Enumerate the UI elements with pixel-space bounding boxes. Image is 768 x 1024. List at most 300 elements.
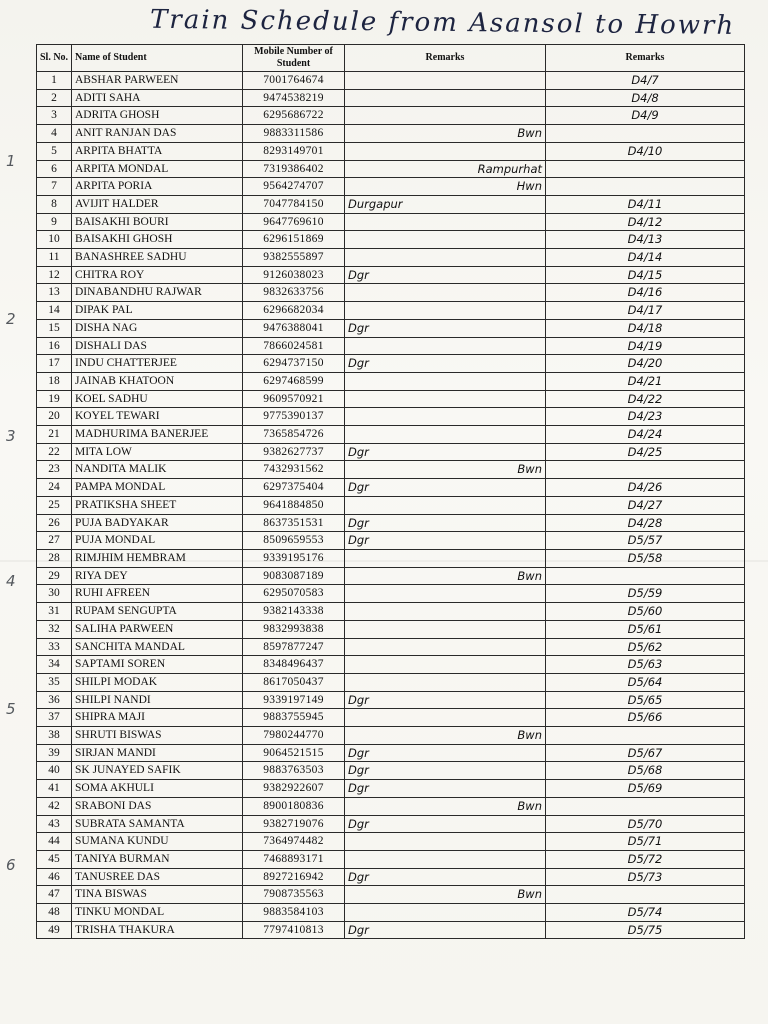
cell-remark-1 [345, 337, 546, 355]
cell-student-name: PAMPA MONDAL [72, 479, 243, 497]
cell-remark-1 [345, 709, 546, 727]
table-row [37, 815, 745, 833]
cell-remark-2: D5/74 [546, 904, 745, 922]
cell-mobile-number: 9382555897 [243, 249, 345, 267]
cell-remark-2: D5/57 [546, 532, 745, 550]
cell-student-name: BAISAKHI BOURI [72, 213, 243, 231]
table-row [37, 266, 745, 284]
cell-mobile-number: 6296682034 [243, 302, 345, 320]
cell-mobile-number: 6297375404 [243, 479, 345, 497]
cell-sl-no: 15 [37, 319, 72, 337]
cell-remark-1 [345, 231, 546, 249]
cell-mobile-number: 7047784150 [243, 195, 345, 213]
cell-remark-2: D4/23 [546, 408, 745, 426]
student-table [36, 44, 745, 939]
cell-sl-no: 19 [37, 390, 72, 408]
cell-sl-no: 48 [37, 904, 72, 922]
cell-mobile-number: 7468893171 [243, 850, 345, 868]
cell-sl-no: 33 [37, 638, 72, 656]
cell-remark-1 [345, 142, 546, 160]
table-row [37, 603, 745, 621]
cell-sl-no: 2 [37, 89, 72, 107]
table-row [37, 372, 745, 390]
cell-sl-no: 18 [37, 372, 72, 390]
cell-mobile-number: 6295070583 [243, 585, 345, 603]
cell-remark-1: Bwn [345, 886, 546, 904]
table-row [37, 904, 745, 922]
cell-sl-no: 44 [37, 833, 72, 851]
cell-mobile-number: 9832993838 [243, 620, 345, 638]
cell-mobile-number: 7001764674 [243, 72, 345, 90]
table-row [37, 178, 745, 196]
table-row [37, 284, 745, 302]
cell-remark-1 [345, 850, 546, 868]
handwritten-title: Train Schedule from Asansol to Howrh [149, 4, 736, 41]
cell-remark-1: Bwn [345, 727, 546, 745]
cell-sl-no: 23 [37, 461, 72, 479]
table-row [37, 319, 745, 337]
cell-remark-2: D4/25 [546, 443, 745, 461]
cell-sl-no: 31 [37, 603, 72, 621]
cell-student-name: ADITI SAHA [72, 89, 243, 107]
cell-remark-2: D4/19 [546, 337, 745, 355]
cell-sl-no: 32 [37, 620, 72, 638]
cell-mobile-number: 7364974482 [243, 833, 345, 851]
table-row [37, 567, 745, 585]
cell-remark-2: D5/68 [546, 762, 745, 780]
cell-mobile-number: 9339197149 [243, 691, 345, 709]
cell-student-name: ARPITA PORIA [72, 178, 243, 196]
cell-remark-1 [345, 390, 546, 408]
cell-student-name: ADRITA GHOSH [72, 107, 243, 125]
cell-sl-no: 25 [37, 496, 72, 514]
table-row [37, 72, 745, 90]
cell-sl-no: 39 [37, 744, 72, 762]
cell-remark-1: Rampurhat [345, 160, 546, 178]
cell-student-name: JAINAB KHATOON [72, 372, 243, 390]
table-row [37, 620, 745, 638]
cell-mobile-number: 9382627737 [243, 443, 345, 461]
cell-remark-1 [345, 833, 546, 851]
cell-sl-no: 35 [37, 673, 72, 691]
cell-mobile-number: 9883311586 [243, 125, 345, 143]
cell-remark-2: D4/10 [546, 142, 745, 160]
cell-remark-1 [345, 673, 546, 691]
cell-student-name: DISHALI DAS [72, 337, 243, 355]
table-row [37, 585, 745, 603]
cell-remark-1 [345, 372, 546, 390]
cell-student-name: KOYEL TEWARI [72, 408, 243, 426]
cell-remark-2: D4/13 [546, 231, 745, 249]
cell-student-name: TINKU MONDAL [72, 904, 243, 922]
cell-sl-no: 14 [37, 302, 72, 320]
cell-remark-1: Bwn [345, 567, 546, 585]
cell-sl-no: 29 [37, 567, 72, 585]
header-remarks-1: Remarks [345, 45, 546, 72]
cell-student-name: SHILPI MODAK [72, 673, 243, 691]
cell-remark-2: D5/61 [546, 620, 745, 638]
table-row [37, 514, 745, 532]
table-body [37, 72, 745, 939]
cell-remark-2: D4/14 [546, 249, 745, 267]
header-remarks-2: Remarks [546, 45, 745, 72]
cell-remark-2: D4/20 [546, 355, 745, 373]
cell-sl-no: 37 [37, 709, 72, 727]
table-row [37, 549, 745, 567]
cell-mobile-number: 8293149701 [243, 142, 345, 160]
cell-sl-no: 41 [37, 780, 72, 798]
cell-mobile-number: 6296151869 [243, 231, 345, 249]
cell-mobile-number: 9883755945 [243, 709, 345, 727]
table-row [37, 461, 745, 479]
cell-remark-1 [345, 213, 546, 231]
cell-student-name: DISHA NAG [72, 319, 243, 337]
cell-sl-no: 5 [37, 142, 72, 160]
cell-sl-no: 21 [37, 426, 72, 444]
cell-mobile-number: 6295686722 [243, 107, 345, 125]
cell-student-name: PRATIKSHA SHEET [72, 496, 243, 514]
cell-sl-no: 36 [37, 691, 72, 709]
table-row [37, 638, 745, 656]
margin-mark: 1 [6, 152, 16, 170]
cell-remark-2: D5/60 [546, 603, 745, 621]
cell-remark-2: D5/71 [546, 833, 745, 851]
cell-student-name: RIMJHIM HEMBRAM [72, 549, 243, 567]
cell-student-name: SIRJAN MANDI [72, 744, 243, 762]
cell-remark-1 [345, 89, 546, 107]
cell-mobile-number: 8617050437 [243, 673, 345, 691]
cell-remark-2: D5/75 [546, 921, 745, 939]
cell-remark-2: D5/65 [546, 691, 745, 709]
cell-remark-1: Dgr [345, 921, 546, 939]
cell-mobile-number: 7365854726 [243, 426, 345, 444]
cell-remark-1: Dgr [345, 319, 546, 337]
cell-mobile-number: 9339195176 [243, 549, 345, 567]
cell-remark-2: D4/28 [546, 514, 745, 532]
table-row [37, 408, 745, 426]
cell-remark-2: D5/64 [546, 673, 745, 691]
cell-student-name: SK JUNAYED SAFIK [72, 762, 243, 780]
cell-student-name: ANIT RANJAN DAS [72, 125, 243, 143]
cell-mobile-number: 8597877247 [243, 638, 345, 656]
cell-mobile-number: 8348496437 [243, 656, 345, 674]
table-row [37, 107, 745, 125]
cell-sl-no: 8 [37, 195, 72, 213]
cell-mobile-number: 9609570921 [243, 390, 345, 408]
cell-sl-no: 27 [37, 532, 72, 550]
cell-mobile-number: 7797410813 [243, 921, 345, 939]
margin-mark: 4 [6, 572, 16, 590]
table-row [37, 89, 745, 107]
cell-mobile-number: 8509659553 [243, 532, 345, 550]
cell-student-name: NANDITA MALIK [72, 461, 243, 479]
cell-mobile-number: 8927216942 [243, 868, 345, 886]
cell-sl-no: 38 [37, 727, 72, 745]
cell-remark-1: Dgr [345, 479, 546, 497]
cell-sl-no: 34 [37, 656, 72, 674]
cell-student-name: TANUSREE DAS [72, 868, 243, 886]
cell-student-name: RIYA DEY [72, 567, 243, 585]
cell-student-name: SAPTAMI SOREN [72, 656, 243, 674]
cell-mobile-number: 9883584103 [243, 904, 345, 922]
cell-sl-no: 22 [37, 443, 72, 461]
cell-sl-no: 30 [37, 585, 72, 603]
table-row [37, 390, 745, 408]
table-row [37, 496, 745, 514]
cell-remark-2: D4/12 [546, 213, 745, 231]
cell-sl-no: 46 [37, 868, 72, 886]
cell-remark-1: Dgr [345, 780, 546, 798]
cell-student-name: ARPITA BHATTA [72, 142, 243, 160]
cell-student-name: PUJA MONDAL [72, 532, 243, 550]
cell-remark-1: Dgr [345, 532, 546, 550]
cell-remark-2: D4/8 [546, 89, 745, 107]
cell-mobile-number: 9126038023 [243, 266, 345, 284]
cell-sl-no: 10 [37, 231, 72, 249]
cell-student-name: INDU CHATTERJEE [72, 355, 243, 373]
cell-remark-2: D5/67 [546, 744, 745, 762]
cell-mobile-number: 9064521515 [243, 744, 345, 762]
cell-sl-no: 13 [37, 284, 72, 302]
cell-mobile-number: 7432931562 [243, 461, 345, 479]
cell-sl-no: 42 [37, 797, 72, 815]
cell-remark-2 [546, 461, 745, 479]
cell-remark-2: D4/9 [546, 107, 745, 125]
cell-remark-2: D4/15 [546, 266, 745, 284]
cell-remark-1 [345, 549, 546, 567]
cell-remark-1: Dgr [345, 744, 546, 762]
cell-mobile-number: 9382143338 [243, 603, 345, 621]
cell-sl-no: 7 [37, 178, 72, 196]
cell-mobile-number: 9382719076 [243, 815, 345, 833]
table-row [37, 125, 745, 143]
cell-student-name: ARPITA MONDAL [72, 160, 243, 178]
cell-student-name: TINA BISWAS [72, 886, 243, 904]
cell-remark-2: D5/72 [546, 850, 745, 868]
cell-student-name: MADHURIMA BANERJEE [72, 426, 243, 444]
cell-student-name: ABSHAR PARWEEN [72, 72, 243, 90]
cell-sl-no: 43 [37, 815, 72, 833]
cell-remark-1 [345, 585, 546, 603]
cell-remark-2 [546, 567, 745, 585]
table-row [37, 727, 745, 745]
cell-remark-1 [345, 496, 546, 514]
cell-sl-no: 24 [37, 479, 72, 497]
margin-mark: 2 [6, 310, 16, 328]
cell-sl-no: 28 [37, 549, 72, 567]
table-row [37, 921, 745, 939]
cell-remark-1 [345, 904, 546, 922]
cell-mobile-number: 9647769610 [243, 213, 345, 231]
cell-mobile-number: 9883763503 [243, 762, 345, 780]
table-row [37, 886, 745, 904]
cell-remark-1 [345, 638, 546, 656]
table-row [37, 160, 745, 178]
table-row [37, 850, 745, 868]
cell-remark-1 [345, 603, 546, 621]
cell-student-name: SHILPI NANDI [72, 691, 243, 709]
cell-remark-1: Dgr [345, 355, 546, 373]
cell-mobile-number: 9641884850 [243, 496, 345, 514]
cell-student-name: PUJA BADYAKAR [72, 514, 243, 532]
cell-mobile-number: 7319386402 [243, 160, 345, 178]
cell-student-name: SUBRATA SAMANTA [72, 815, 243, 833]
cell-remark-1 [345, 426, 546, 444]
cell-student-name: RUPAM SENGUPTA [72, 603, 243, 621]
cell-mobile-number: 6297468599 [243, 372, 345, 390]
cell-remark-1 [345, 656, 546, 674]
cell-student-name: SHRUTI BISWAS [72, 727, 243, 745]
cell-student-name: SRABONI DAS [72, 797, 243, 815]
cell-sl-no: 9 [37, 213, 72, 231]
cell-mobile-number: 8637351531 [243, 514, 345, 532]
cell-sl-no: 40 [37, 762, 72, 780]
cell-remark-2: D4/21 [546, 372, 745, 390]
cell-remark-2: D4/11 [546, 195, 745, 213]
table-row [37, 426, 745, 444]
cell-sl-no: 26 [37, 514, 72, 532]
cell-student-name: SOMA AKHULI [72, 780, 243, 798]
cell-remark-2: D4/17 [546, 302, 745, 320]
header-sl-no: Sl. No. [37, 45, 72, 72]
cell-sl-no: 16 [37, 337, 72, 355]
cell-student-name: BANASHREE SADHU [72, 249, 243, 267]
cell-mobile-number: 7980244770 [243, 727, 345, 745]
cell-student-name: SALIHA PARWEEN [72, 620, 243, 638]
cell-remark-1: Dgr [345, 443, 546, 461]
cell-student-name: AVIJIT HALDER [72, 195, 243, 213]
cell-student-name: SUMANA KUNDU [72, 833, 243, 851]
table-row [37, 532, 745, 550]
cell-student-name: BAISAKHI GHOSH [72, 231, 243, 249]
cell-remark-2: D4/16 [546, 284, 745, 302]
table-row [37, 709, 745, 727]
cell-mobile-number: 9775390137 [243, 408, 345, 426]
table-row [37, 337, 745, 355]
cell-remark-1: Dgr [345, 868, 546, 886]
cell-student-name: MITA LOW [72, 443, 243, 461]
cell-remark-2 [546, 160, 745, 178]
table-row [37, 479, 745, 497]
cell-mobile-number: 7908735563 [243, 886, 345, 904]
cell-mobile-number: 7866024581 [243, 337, 345, 355]
cell-remark-1: Dgr [345, 266, 546, 284]
table-row [37, 780, 745, 798]
cell-remark-1 [345, 302, 546, 320]
cell-mobile-number: 6294737150 [243, 355, 345, 373]
cell-remark-2: D5/59 [546, 585, 745, 603]
cell-remark-2: D4/26 [546, 479, 745, 497]
cell-student-name: RUHI AFREEN [72, 585, 243, 603]
cell-sl-no: 20 [37, 408, 72, 426]
cell-remark-1: Bwn [345, 797, 546, 815]
cell-sl-no: 3 [37, 107, 72, 125]
cell-student-name: SHIPRA MAJI [72, 709, 243, 727]
table-row [37, 744, 745, 762]
cell-student-name: DINABANDHU RAJWAR [72, 284, 243, 302]
cell-remark-2: D5/58 [546, 549, 745, 567]
cell-remark-1: Bwn [345, 461, 546, 479]
cell-sl-no: 11 [37, 249, 72, 267]
cell-remark-2: D4/22 [546, 390, 745, 408]
cell-remark-1: Durgapur [345, 195, 546, 213]
cell-student-name: TRISHA THAKURA [72, 921, 243, 939]
margin-mark: 3 [6, 427, 16, 445]
cell-remark-2 [546, 727, 745, 745]
cell-remark-1: Dgr [345, 762, 546, 780]
table-row [37, 302, 745, 320]
header-name: Name of Student [72, 45, 243, 72]
cell-mobile-number: 9476388041 [243, 319, 345, 337]
table-row [37, 249, 745, 267]
cell-sl-no: 6 [37, 160, 72, 178]
cell-student-name: SANCHITA MANDAL [72, 638, 243, 656]
cell-mobile-number: 9474538219 [243, 89, 345, 107]
cell-remark-2: D5/62 [546, 638, 745, 656]
cell-remark-1: Dgr [345, 514, 546, 532]
cell-remark-1 [345, 249, 546, 267]
cell-remark-1: Dgr [345, 815, 546, 833]
cell-remark-2 [546, 797, 745, 815]
table-row [37, 833, 745, 851]
table-row [37, 868, 745, 886]
cell-remark-2: D5/63 [546, 656, 745, 674]
cell-remark-2: D4/27 [546, 496, 745, 514]
cell-remark-2: D4/24 [546, 426, 745, 444]
cell-sl-no: 4 [37, 125, 72, 143]
cell-sl-no: 45 [37, 850, 72, 868]
cell-student-name: DIPAK PAL [72, 302, 243, 320]
cell-mobile-number: 9083087189 [243, 567, 345, 585]
table-row [37, 762, 745, 780]
cell-mobile-number: 9832633756 [243, 284, 345, 302]
cell-remark-1: Hwn [345, 178, 546, 196]
cell-remark-1 [345, 620, 546, 638]
cell-remark-2: D5/70 [546, 815, 745, 833]
cell-student-name: TANIYA BURMAN [72, 850, 243, 868]
cell-remark-2: D4/7 [546, 72, 745, 90]
cell-student-name: CHITRA ROY [72, 266, 243, 284]
cell-remark-2: D5/69 [546, 780, 745, 798]
cell-mobile-number: 9564274707 [243, 178, 345, 196]
margin-mark: 5 [6, 700, 16, 718]
table-row [37, 213, 745, 231]
cell-remark-1: Bwn [345, 125, 546, 143]
cell-remark-2 [546, 125, 745, 143]
table-row [37, 691, 745, 709]
table-row [37, 443, 745, 461]
cell-remark-2 [546, 886, 745, 904]
cell-remark-1 [345, 408, 546, 426]
cell-remark-1: Dgr [345, 691, 546, 709]
cell-remark-1 [345, 107, 546, 125]
table-row [37, 142, 745, 160]
header-mobile: Mobile Number of Student [243, 45, 345, 72]
cell-student-name: KOEL SADHU [72, 390, 243, 408]
table-row [37, 656, 745, 674]
cell-sl-no: 17 [37, 355, 72, 373]
cell-remark-2: D5/66 [546, 709, 745, 727]
cell-sl-no: 1 [37, 72, 72, 90]
cell-sl-no: 47 [37, 886, 72, 904]
table-row [37, 673, 745, 691]
cell-sl-no: 12 [37, 266, 72, 284]
table-row [37, 355, 745, 373]
table-row [37, 797, 745, 815]
cell-sl-no: 49 [37, 921, 72, 939]
cell-remark-1 [345, 284, 546, 302]
cell-mobile-number: 8900180836 [243, 797, 345, 815]
